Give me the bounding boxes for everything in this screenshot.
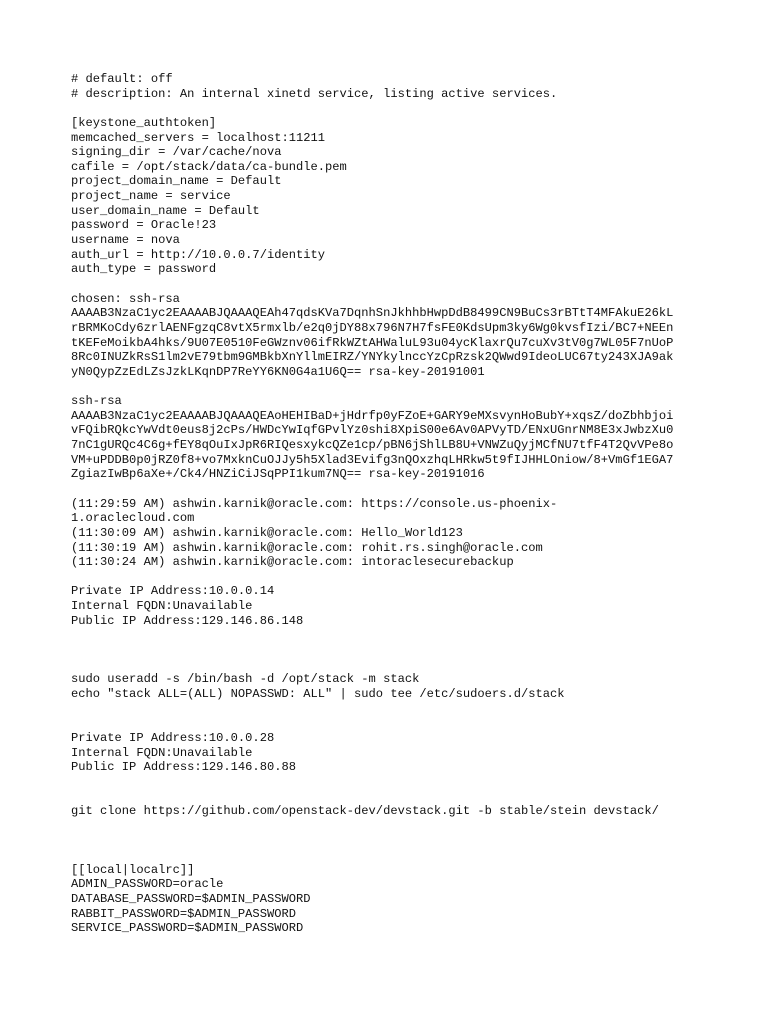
config-cafile: cafile = /opt/stack/data/ca-bundle.pem (71, 159, 347, 174)
ssh-key-1-line: rBRMKoCdy6zrlAENFgzqC8vtX5rmxlb/e2q0jDY88x796N7H7fsFE0KdsUpm3ky6Wg0kvsfIzi/BC7+NEEn (71, 320, 674, 335)
ssh-key-2-label: ssh-rsa (71, 394, 122, 409)
host1-private-ip: Private IP Address:10.0.0.14 (71, 584, 275, 599)
spacer (71, 482, 701, 497)
config-user-domain-name: user_domain_name = Default (71, 203, 260, 218)
ssh-key-1-line: 8Rc0INUZkRsS1lm2vE79tbm9GMBkbXnYllmEIRZ/YNYkylnccYzCpRzsk2QWwd9IdeoLUC67ty243XJA9ak (71, 350, 674, 365)
config-project-name: project_name = service (71, 189, 231, 204)
config-auth-url: auth_url = http://10.0.0.7/identity (71, 247, 326, 262)
spacer (71, 819, 701, 863)
comment-default: # default: off (71, 72, 173, 86)
spacer (71, 101, 701, 116)
chat-log-line: (11:30:24 AM) ashwin.karnik@oracle.com: intoraclesecurebackup (71, 555, 514, 570)
chat-log-line: 1.oraclecloud.com (71, 511, 195, 526)
config-password: password = Oracle!23 (71, 218, 217, 233)
ssh-key-1-label: chosen: ssh-rsa (71, 291, 180, 306)
chat-log-line: (11:30:19 AM) ashwin.karnik@oracle.com: rohit.rs.singh@oracle.com (71, 540, 543, 555)
ssh-key-2-line: AAAAB3NzaC1yc2EAAAABJQAAAQEAoHEHIBaD+jHdrfp0yFZoE+GARY9eMXsvynHoBubY+xqsZ/doZbhbjoi (71, 408, 674, 423)
spacer (71, 702, 701, 731)
config-signing-dir: signing_dir = /var/cache/nova (71, 145, 282, 160)
config-memcached-servers: memcached_servers = localhost:11211 (71, 130, 326, 145)
localrc-admin-password: ADMIN_PASSWORD=oracle (71, 877, 224, 892)
host1-public-ip: Public IP Address:129.146.86.148 (71, 613, 304, 628)
config-username: username = nova (71, 233, 180, 248)
sudoers-command: echo "stack ALL=(ALL) NOPASSWD: ALL" | sudo tee /etc/sudoers.d/stack (71, 686, 565, 701)
config-auth-type: auth_type = password (71, 262, 217, 277)
keystone-section-header: [keystone_authtoken] (71, 115, 217, 130)
ssh-key-2-line: 7nC1gURQc4C6g+fEY8qOuIxJpR6RIQesxykcQZe1cp/pBN6jShlLB8U+VNWZuQyjMCfNU7tfF4T2QvVPe8o (71, 438, 674, 453)
spacer (71, 379, 701, 394)
ssh-key-2-line: vFQibRQkcYwVdt0eus8j2cPs/HWDcYwIqfGPvlYz0shi8XpiS00e6Av0APVyTD/ENxUGnrNM8E3xJwbzXu0 (71, 423, 674, 438)
localrc-section-header: [[local|localrc]] (71, 862, 195, 877)
chat-log-line: (11:30:09 AM) ashwin.karnik@oracle.com: Hello_World123 (71, 525, 463, 540)
localrc-rabbit-password: RABBIT_PASSWORD=$ADMIN_PASSWORD (71, 906, 296, 921)
host2-public-ip: Public IP Address:129.146.80.88 (71, 760, 296, 775)
host1-fqdn: Internal FQDN:Unavailable (71, 599, 253, 614)
config-project-domain-name: project_domain_name = Default (71, 174, 282, 189)
localrc-database-password: DATABASE_PASSWORD=$ADMIN_PASSWORD (71, 891, 311, 906)
spacer (71, 570, 701, 585)
spacer (71, 628, 701, 672)
git-clone-command: git clone https://github.com/openstack-dev/devstack.git -b stable/stein devstack/ (71, 804, 659, 819)
ssh-key-1-line: AAAAB3NzaC1yc2EAAAABJQAAAQEAh47qdsKVa7DqnhSnJkhhbHwpDdB8499CN9BuCs3rBTtT4MFAkuE26kL (71, 306, 674, 321)
host2-private-ip: Private IP Address:10.0.0.28 (71, 730, 275, 745)
chat-log-line: (11:29:59 AM) ashwin.karnik@oracle.com: https://console.us-phoenix- (71, 496, 558, 511)
ssh-key-1-line: yN0QypZzEdLZsJzkLKqnDP7ReYY6KN0G4a1U6Q== rsa-key-20191001 (71, 364, 485, 379)
spacer (71, 775, 701, 804)
spacer (71, 277, 701, 292)
ssh-key-2-line: ZgiazIwBp6aXe+/Ck4/HNZiCiJSqPPI1kum7NQ== rsa-key-20191016 (71, 467, 485, 482)
localrc-service-password: SERVICE_PASSWORD=$ADMIN_PASSWORD (71, 921, 304, 936)
ssh-key-1-line: tKEFeMoikbA4hks/9U07E0510FeGWznv06ifRkWZtAHWaluL93u04ycKlaxrQu7cuXv3tV0g7WL05F7nUoP (71, 335, 674, 350)
document-body (71, 72, 701, 936)
useradd-command: sudo useradd -s /bin/bash -d /opt/stack -m stack (71, 672, 420, 687)
ssh-key-2-line: VM+uPDDB0p0jRZ0f8+vo7MxknCuOJJy5h5Xlad3Evifg3nQOxzhqLHRkw5t9fIJHHLOniow/8+VmGf1EGA7 (71, 452, 674, 467)
host2-fqdn: Internal FQDN:Unavailable (71, 745, 253, 760)
comment-description: # description: An internal xinetd service, listing active services. (71, 86, 558, 101)
